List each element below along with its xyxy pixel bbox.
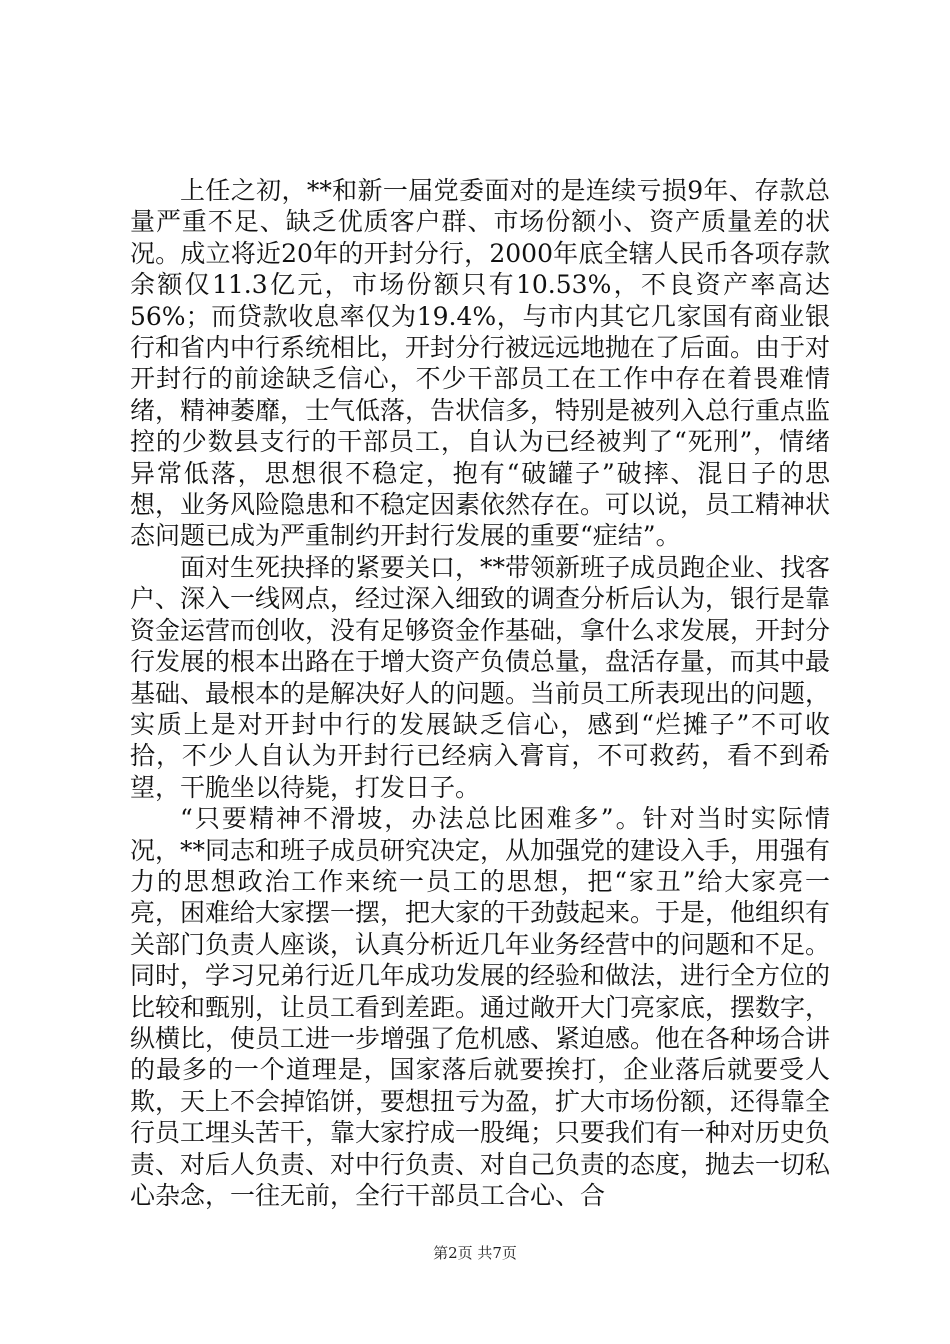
page-footer: 第2页 共7页 [433,1244,517,1262]
paragraph-2: 面对生死抉择的紧要关口，**带领新班子成员跑企业、找客户、深入一线网点，经过深入细致的调查分析后认为，银行是靠资金运营而创收，没有足够资金作基础，拿什么求发展，开封分行发展的根本出路在于增大资产负债总量，盘活存量，而其中最基础、最根本的是解决好人的问题。当前员工所表现出的问题，实质上是对开封中行的发展缺乏信心，感到“烂摊子”不可收拾，不少人自认为开封行已经病入膏肓，不可救药，看不到希望，干脆坐以待毙，打发日子。 [130,552,831,802]
body-text [130,175,830,1211]
paragraph-3: “只要精神不滑坡，办法总比困难多”。针对当时实际情况，**同志和班子成员研究决定，从加强党的建设入手，用强有力的思想政治工作来统一员工的思想，把“家丑”给大家亮一亮，困难给大家摆一摆，把大家的干劲鼓起来。于是，他组织有关部门负责人座谈，认真分析近几年业务经营中的问题和不足。同时，学习兄弟行近几年成功发展的经验和做法，进行全方位的比较和甄别，让员工看到差距。通过敞开大门亮家底，摆数字，纵横比，使员工进一步增强了危机感、紧迫感。他在各种场合讲的最多的一个道理是，国家落后就要挨打，企业落后就要受人欺，天上不会掉馅饼，要想扭亏为盈，扩大市场份额，还得靠全行员工埋头苦干，靠大家拧成一股绳；只要我们有一种对历史负责、对后人负责、对中行负责、对自己负责的态度，抛去一切私心杂念，一往无前，全行干部员工合心、合 [130,804,831,1210]
paragraph-1: 上任之初，**和新一届党委面对的是连续亏损9年、存款总量严重不足、缺乏优质客户群、市场份额小、资产质量差的状况。成立将近20年的开封分行，2000年底全辖人民币各项存款余额仅11.3亿元，市场份额只有10.53%，不良资产率高达56%；而贷款收息率仅为19.4%，与市内其它几家国有商业银行和省内中行系统相比，开封分行被远远地抛在了后面。由于对开封行的前途缺乏信心，不少干部员工在工作中存在着畏难情绪，精神萎靡，士气低落，告状信多，特别是被列入总行重点监控的少数县支行的干部员工，自认为已经被判了“死刑”，情绪异常低落，思想很不稳定，抱有“破罐子”破摔、混日子的思想，业务风险隐患和不稳定因素依然存在。可以说，员工精神状态问题已成为严重制约开封行发展的重要“症结”。 [130,176,831,551]
